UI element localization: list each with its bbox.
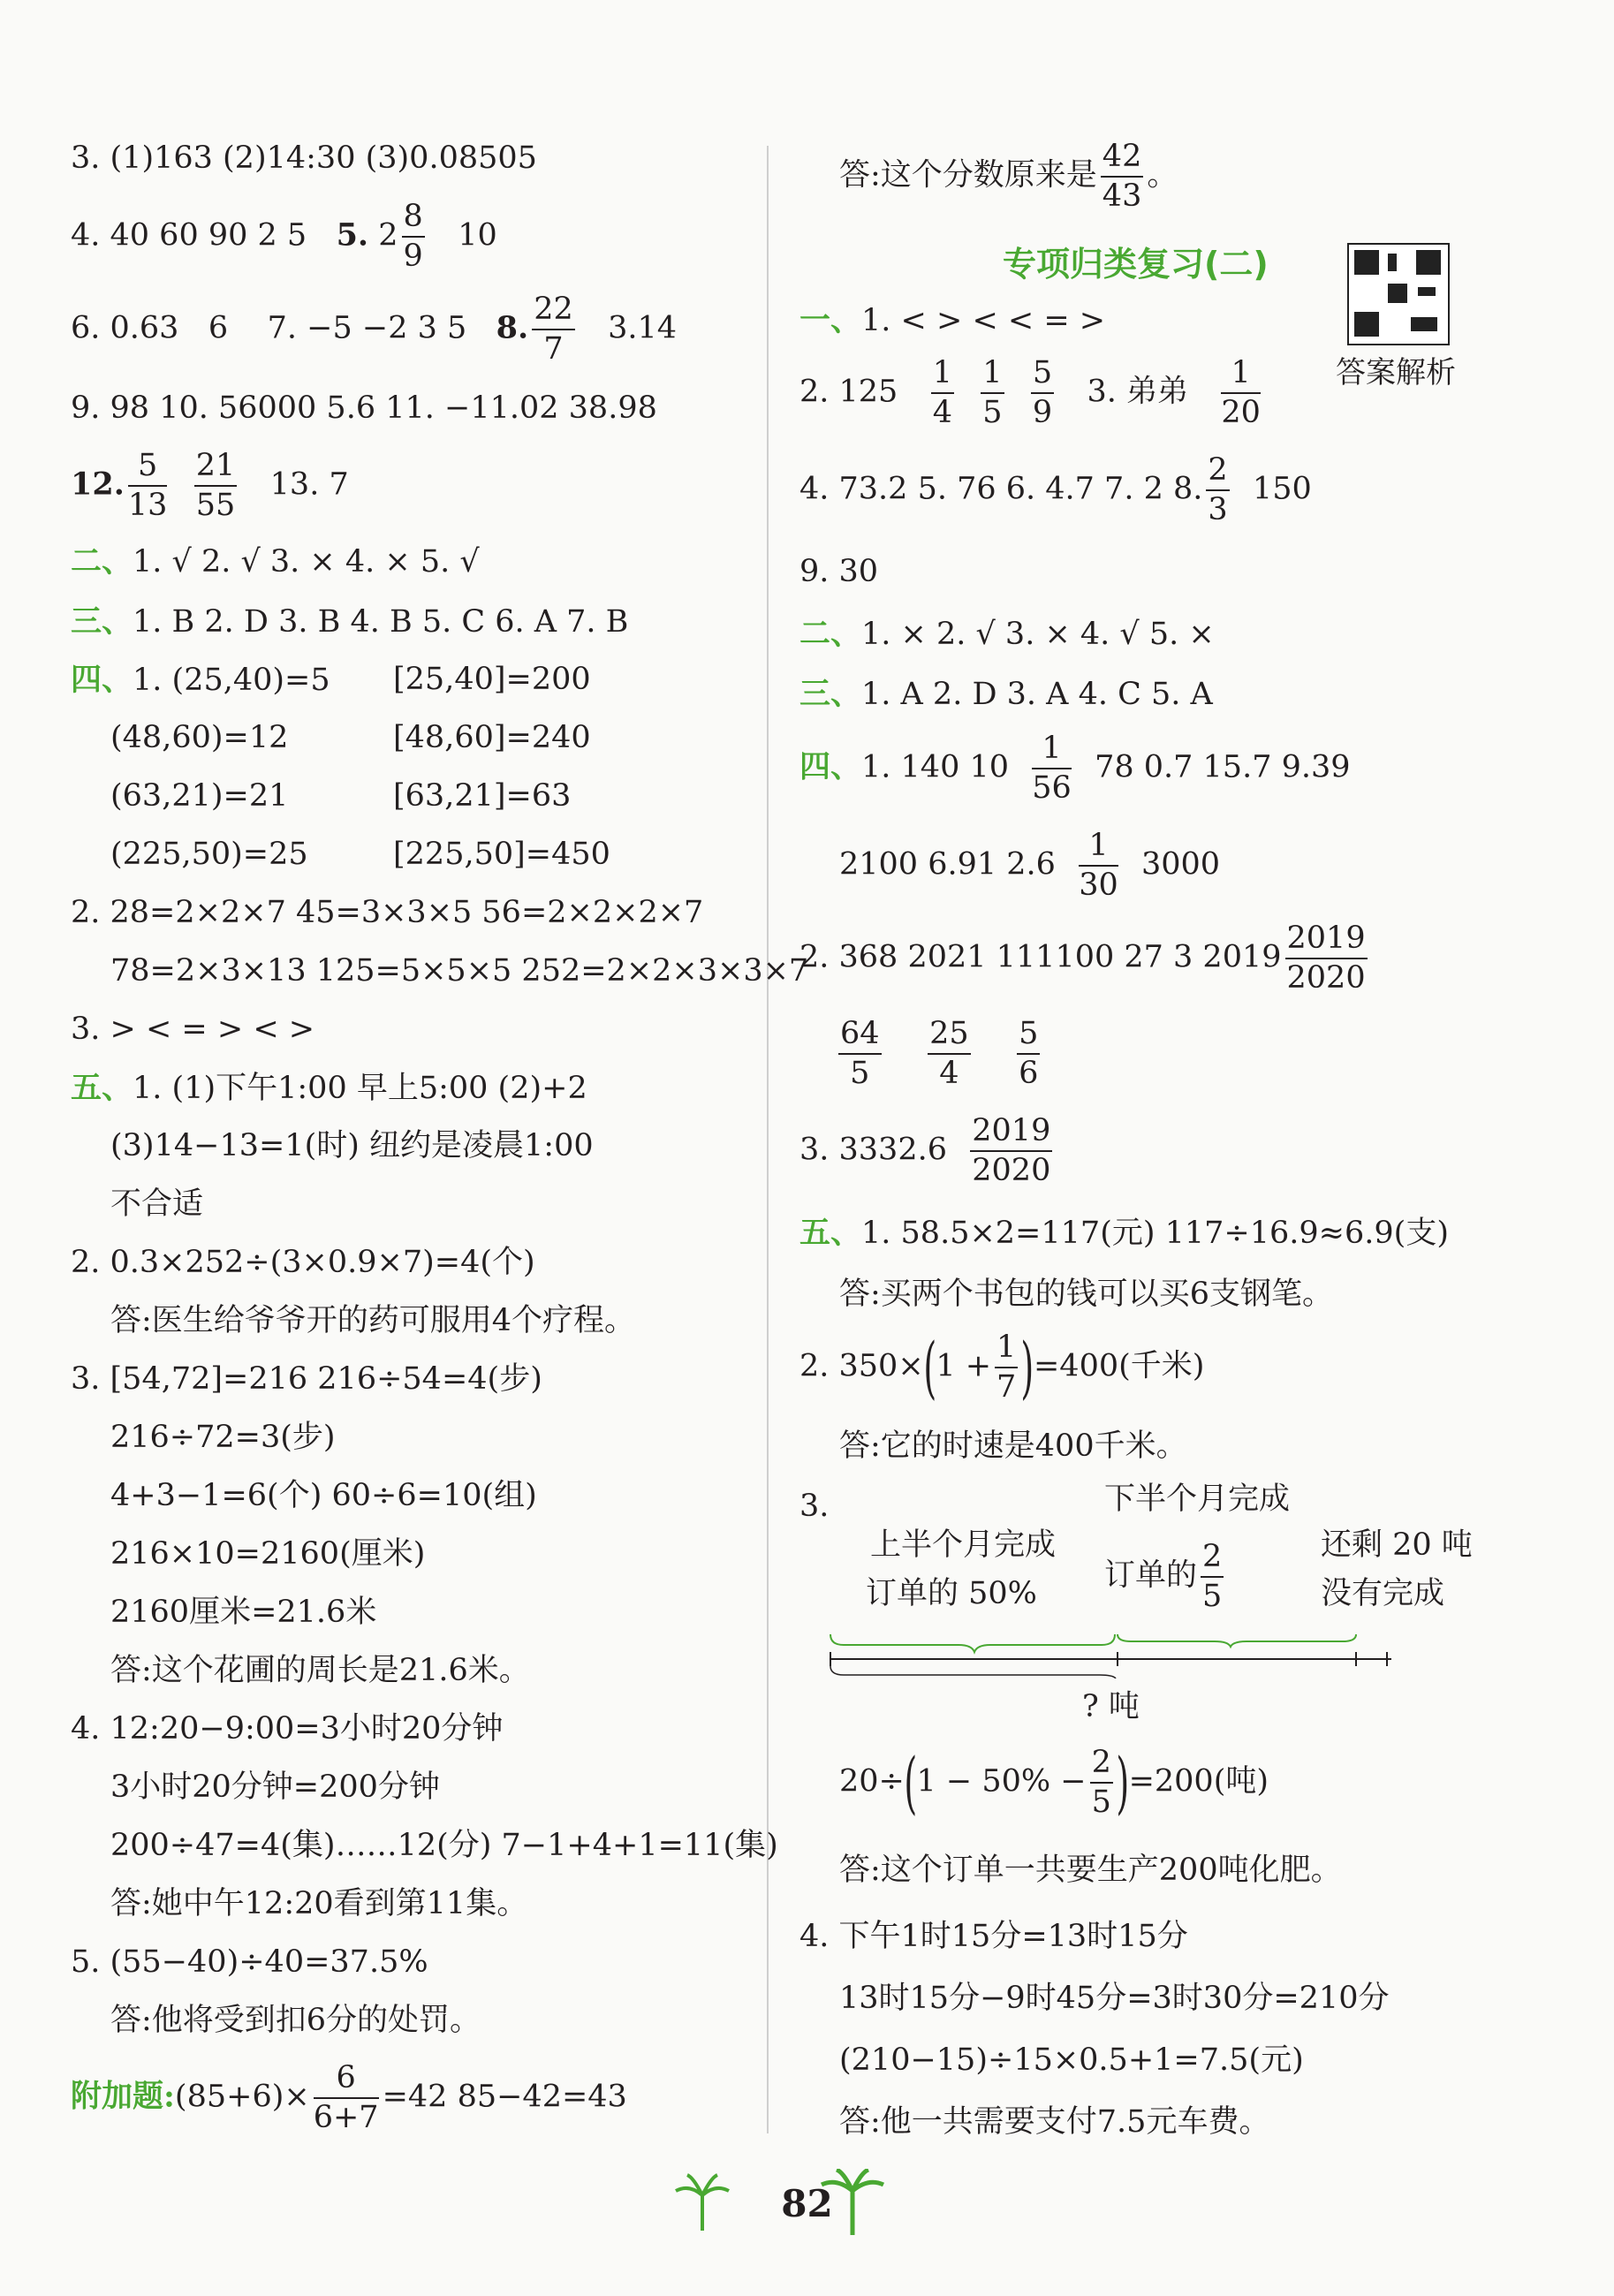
fraction: $\frac{2019}{2020}$ <box>972 1113 1051 1188</box>
answer-line: [63,21]=63 <box>393 778 572 814</box>
answer-line: 3. (1)163 (2)14:30 (3)0.08505 <box>71 140 537 176</box>
answer-line: 答:买两个书包的钱可以买6支钢笔。 <box>839 1277 1334 1312</box>
brace-second-half <box>1118 1634 1356 1647</box>
answer-line: 3. [54,72]=216 216÷54=4(步) <box>71 1361 542 1397</box>
diagram-label-left-1: 上半个月完成 <box>870 1527 1057 1563</box>
answer-line: (225,50)=25 <box>110 837 308 872</box>
fraction: $\frac{1}{56}$ <box>1032 731 1072 806</box>
fraction: $\frac{2}{3}$ <box>1208 452 1228 527</box>
answer-line: [25,40]=200 <box>393 662 591 697</box>
answer-line: 答:他将受到扣6分的处罚。 <box>110 2003 481 2038</box>
answer-line: 2. 0.3×252÷(3×0.9×7)=4(个) <box>71 1245 535 1280</box>
fraction: $\frac{2019}{2020}$ <box>1286 921 1366 996</box>
section-title: 专项归类复习(二) <box>1003 245 1269 284</box>
answer-line: 答:这个分数原来是 $\frac{42}{43}$ 。 <box>839 139 1178 214</box>
bonus-line: 附加题:(85+6)× $\frac{6}{6+7}$ =42 85−42=43 <box>71 2060 627 2135</box>
answer-line: 一、1. < > < < = > <box>799 302 1106 338</box>
answer-line: 3. 3332.6 $\frac{2019}{2020}$ <box>799 1113 1051 1188</box>
diagram-label-question: ? 吨 <box>1082 1689 1140 1724</box>
answer-line: (3)14−13=1(时) 纽约是凌晨1:00 <box>110 1128 594 1163</box>
answer-line: 2. 125 $\frac{1}{4}$ $\frac{1}{5}$ $\frac{5}{9}$ 3. 弟弟 $\frac{1}{20}$ <box>799 355 1261 430</box>
fraction: $\frac{22}{7}$ <box>534 292 573 367</box>
answer-line: 4. 下午1时15分=13时15分 <box>799 1919 1188 1954</box>
fraction: $\frac{21}{55}$ <box>195 448 236 523</box>
diagram-label-middle: 订单的 $\frac{2}{5}$ <box>1104 1539 1223 1614</box>
answer-line: (48,60)=12 <box>110 720 289 755</box>
answer-line: 答:医生给爷爷开的药可服用4个疗程。 <box>110 1303 636 1338</box>
fraction: $\frac{42}{43}$ <box>1102 139 1142 214</box>
diagram-label-left-2: 订单的 50% <box>866 1576 1037 1611</box>
answer-line: 200÷47=4(集)……12(分) 7−1+4+1=11(集) <box>110 1828 778 1863</box>
answer-line: [48,60]=240 <box>393 720 591 755</box>
fraction: $\frac{2}{5}$ <box>1202 1539 1223 1614</box>
brace-first-half <box>830 1634 1115 1652</box>
answer-line: 二、1. × 2. √ 3. × 4. √ 5. × <box>799 616 1215 652</box>
fraction: $\frac{1}{5}$ <box>982 355 1003 430</box>
answer-line <box>835 1016 1043 1091</box>
answer-line: 答:它的时速是400千米。 <box>839 1428 1187 1464</box>
answer-line: 9. 30 <box>799 554 879 589</box>
brace-total <box>830 1666 1116 1678</box>
fraction: $\frac{64}{5}$ <box>840 1016 880 1091</box>
answer-line: 2160厘米=21.6米 <box>110 1595 377 1630</box>
qr-code[interactable] <box>1347 243 1450 345</box>
diagram-label-right-1: 还剩 20 吨 <box>1321 1527 1473 1563</box>
palm-tree-icon <box>817 2169 888 2239</box>
answer-line: 12. $\frac{5}{13}$ $\frac{21}{55}$ 13. 7 <box>71 448 349 523</box>
fraction: $\frac{1}{7}$ <box>996 1330 1017 1405</box>
answer-line: 6. 0.63 6 7. −5 −2 3 5 8. $\frac{22}{7}$ 3.14 <box>71 292 678 367</box>
answer-line: 2. 350×(1 + $\frac{1}{7}$ )=400(千米) <box>799 1328 1205 1406</box>
answer-line: (63,21)=21 <box>110 778 289 814</box>
answer-line: 4+3−1=6(个) 60÷6=10(组) <box>110 1478 537 1513</box>
answer-line: 3. <box>799 1489 830 1524</box>
answer-line: (210−15)÷15×0.5+1=7.5(元) <box>839 2042 1304 2078</box>
answer-line: 五、1. 58.5×2=117(元) 117÷16.9≈6.9(支) <box>799 1215 1449 1251</box>
answer-line: 4. 40 60 90 2 5 5. 2 $\frac{8}{9}$ 10 <box>71 199 497 274</box>
answer-line: 二、1. √ 2. √ 3. × 4. × 5. √ <box>71 543 480 580</box>
answer-line: 答:他一共需要支付7.5元车费。 <box>839 2104 1270 2140</box>
line-segment-diagram <box>826 1625 1391 1678</box>
answer-line: 2100 6.91 2.6 $\frac{1}{30}$ 3000 <box>839 828 1221 903</box>
fraction: $\frac{6}{6+7}$ <box>313 2060 379 2135</box>
answer-line: 13时15分−9时45分=3时30分=210分 <box>839 1981 1390 2016</box>
page-number: 82 <box>781 2182 833 2225</box>
answer-line: 78=2×3×13 125=5×5×5 252=2×2×3×3×7 <box>110 953 809 989</box>
fraction: $\frac{5}{9}$ <box>1032 355 1053 430</box>
fraction: $\frac{1}{20}$ <box>1221 355 1261 430</box>
fraction: $\frac{1}{30}$ <box>1079 828 1118 903</box>
answer-line: 4. 12:20−9:00=3小时20分钟 <box>71 1711 504 1747</box>
diagram-label-right-2: 没有完成 <box>1321 1576 1445 1611</box>
answer-line: 2. 368 2021 111100 27 3 2019 $\frac{2019}{2020}$ <box>799 921 1366 996</box>
answer-line: 5. (55−40)÷40=37.5% <box>71 1944 428 1980</box>
answer-line: 三、1. B 2. D 3. B 4. B 5. C 6. A 7. B <box>71 603 629 640</box>
answer-line: 四、1. (25,40)=5 <box>71 662 330 698</box>
answer-line: 不合适 <box>110 1186 204 1222</box>
answer-line: 20÷(1 − 50% − $\frac{2}{5}$ )=200(吨) <box>839 1743 1269 1822</box>
answer-line: 3. > < = > < > <box>71 1012 315 1047</box>
fraction: $\frac{5}{13}$ <box>127 448 168 523</box>
answer-line: 答:这个订单一共要生产200吨化肥。 <box>839 1853 1342 1888</box>
answer-line: 五、1. (1)下午1:00 早上5:00 (2)+2 <box>71 1070 587 1106</box>
qr-caption: 答案解析 <box>1336 355 1456 390</box>
answer-line: 答:这个花圃的周长是21.6米。 <box>110 1653 530 1688</box>
answer-line: 3小时20分钟=200分钟 <box>110 1769 440 1805</box>
answer-line: 答:她中午12:20看到第11集。 <box>110 1886 528 1921</box>
answer-line: 4. 73.2 5. 76 6. 4.7 7. 2 8. $\frac{2}{3}$ 150 <box>799 452 1312 527</box>
answer-line: 四、1. 140 10 $\frac{1}{56}$ 78 0.7 15.7 9.39 <box>799 731 1351 806</box>
answer-line: 2. 28=2×2×7 45=3×3×5 56=2×2×2×7 <box>71 895 704 930</box>
answer-line: 9. 98 10. 56000 5.6 11. −11.02 38.98 <box>71 390 657 426</box>
answer-line: 216÷72=3(步) <box>110 1420 336 1455</box>
fraction: $\frac{5}{6}$ <box>1019 1016 1039 1091</box>
fraction: $\frac{8}{9}$ <box>403 199 423 274</box>
diagram-label-top: 下半个月完成 <box>1104 1481 1291 1517</box>
fraction: $\frac{25}{4}$ <box>929 1016 969 1091</box>
fraction: $\frac{1}{4}$ <box>932 355 952 430</box>
answer-line: [225,50]=450 <box>393 837 610 872</box>
answer-line: 三、1. A 2. D 3. A 4. C 5. A <box>799 676 1213 712</box>
fraction: $\frac{2}{5}$ <box>1091 1745 1111 1820</box>
answer-line: 216×10=2160(厘米) <box>110 1536 426 1572</box>
